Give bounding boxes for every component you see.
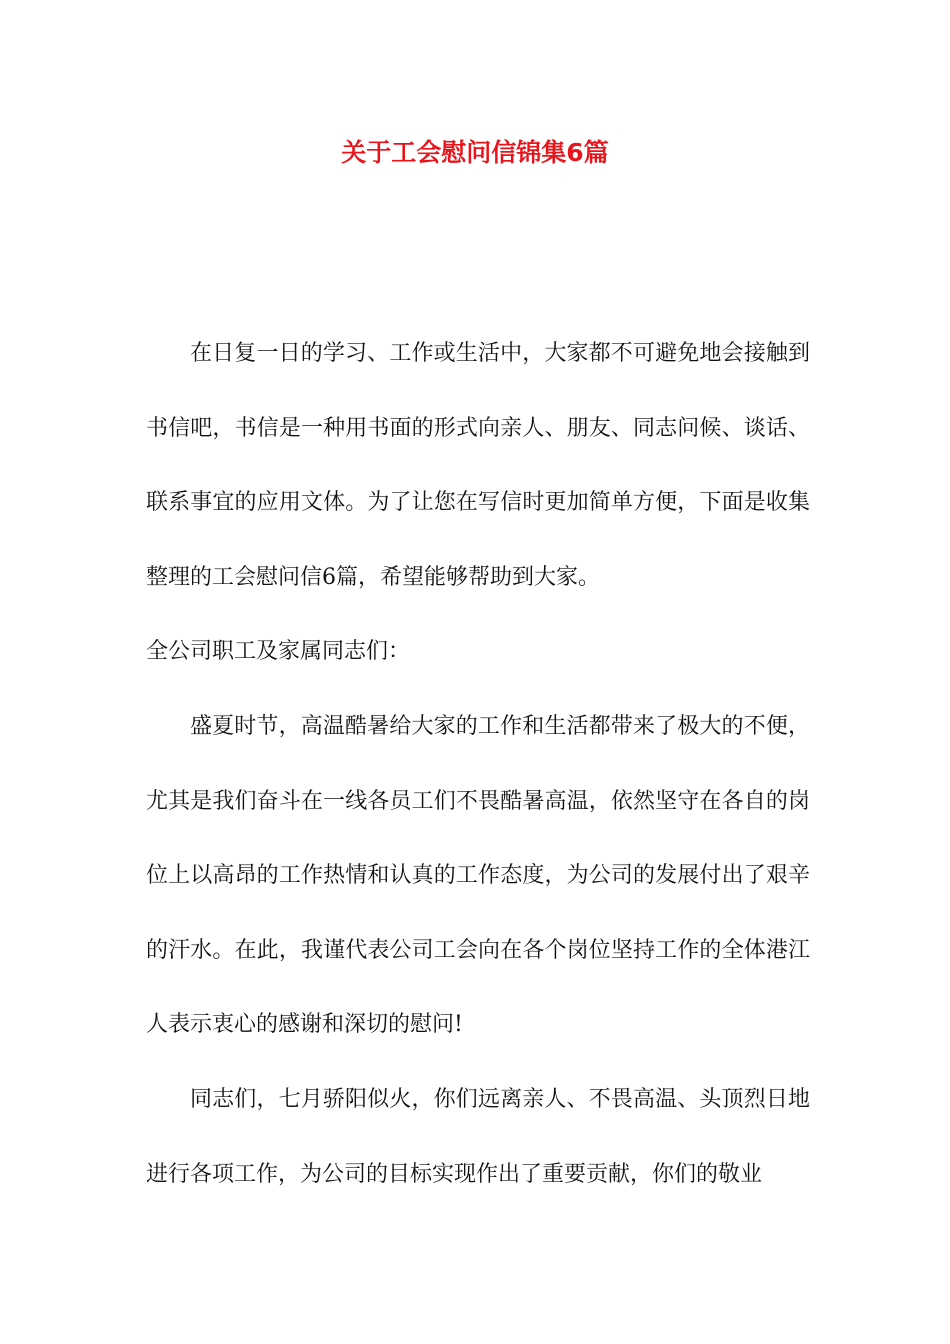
document-body [146,317,810,1212]
salutation: 全公司职工及家属同志们： [146,639,411,665]
document-title: 关于工会慰问信锦集6篇 [341,138,609,167]
letter-paragraph-2: 同志们，七月骄阳似火，你们远离亲人、不畏高温、头顶烈日地进行各项工作，为公司的目标实现作出了重要贡献，你们的敬业 [146,1086,810,1187]
letter-paragraph-1: 盛夏时节，高温酷暑给大家的工作和生活都带来了极大的不便，尤其是我们奋斗在一线各员工们不畏酷暑高温，依然坚守在各自的岗位上以高昂的工作热情和认真的工作态度，为公司的发展付出了艰辛的汗水。在此，我谨代表公司工会向在各个岗位坚持工作的全体港江人表示衷心的感谢和深切的慰问! [146,713,810,1038]
intro-paragraph: 在日复一日的学习、工作或生活中，大家都不可避免地会接触到书信吧，书信是一种用书面的形式向亲人、朋友、同志问候、谈话、联系事宜的应用文体。为了让您在写信时更加简单方便，下面是收集整理的工会慰问信6篇，希望能够帮助到大家。 [146,341,810,590]
